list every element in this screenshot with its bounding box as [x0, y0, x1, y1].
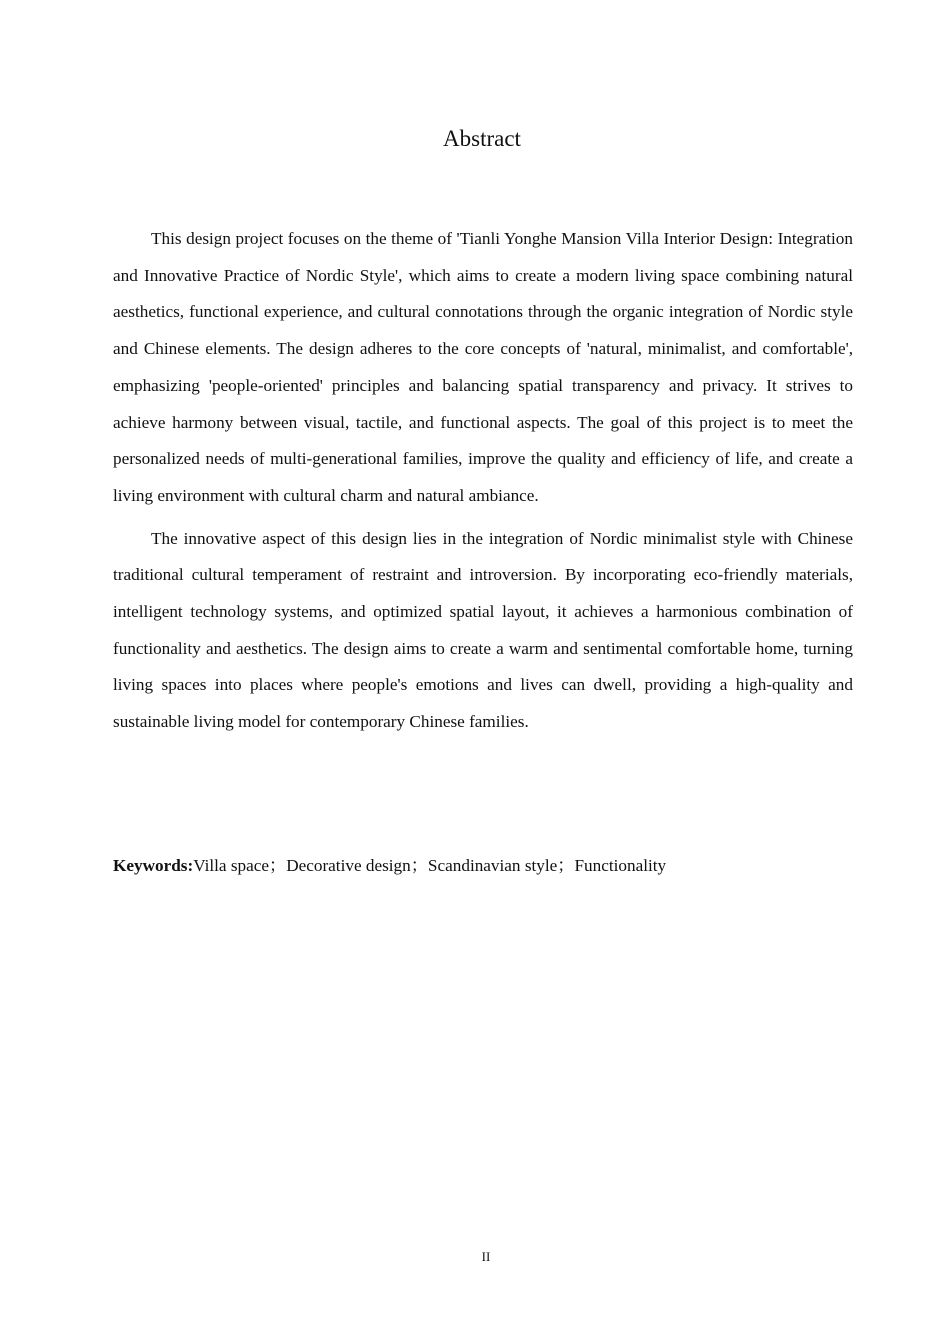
page-number: II — [481, 1249, 491, 1264]
abstract-title: Abstract — [443, 126, 521, 151]
abstract-body — [113, 221, 853, 741]
keywords-label: Keywords: — [113, 856, 194, 875]
abstract-paragraph-2: The innovative aspect of this design lies in the integration of Nordic minimalist style with Chinese traditional cultural temperament of restraint and introversion. By incorporating eco-friendly materials, intelligent technology systems, and optimized spatial layout, it achieves a harmonious combination of functionality and aesthetics. The design aims to create a warm and sentimental comfortable home, turning living spaces into places where people's emotions and lives can dwell, providing a high-quality and sustainable living model for contemporary Chinese families. — [113, 528, 853, 732]
abstract-paragraph-1: This design project focuses on the theme of 'Tianli Yonghe Mansion Villa Interior Design: Integration and Innovative Practice of Nordic Style', which aims to create a modern living space combining natural aesthetics, functional experience, and cultural connotations through the organic integration of Nordic style and Chinese elements. The design adheres to the core concepts of 'natural, minimalist, and comfortable', emphasizing 'people-oriented' principles and balancing spatial transparency and privacy. It strives to achieve harmony between visual, tactile, and functional aspects. The goal of this project is to meet the personalized needs of multi-generational families, improve the quality and efficiency of life, and create a living environment with cultural charm and natural ambiance. — [113, 229, 853, 505]
keywords-line — [113, 852, 853, 880]
keywords-text: Villa space；Decorative design；Scandinavian style；Functionality — [193, 856, 667, 875]
